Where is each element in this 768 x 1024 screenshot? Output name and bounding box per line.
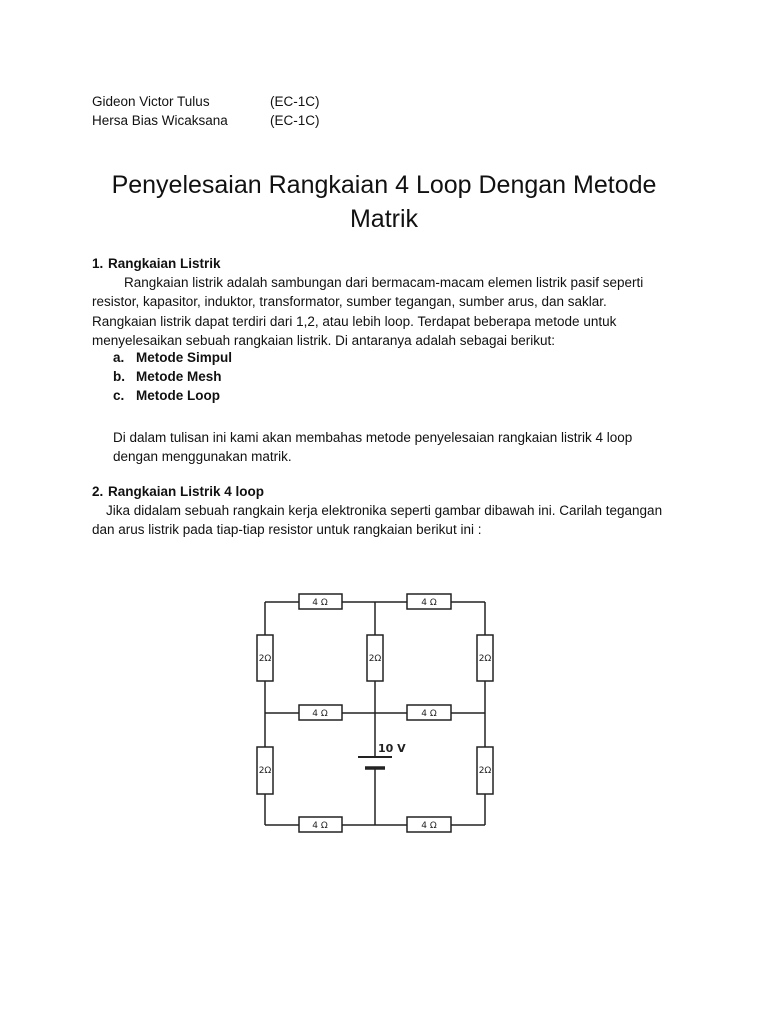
list-item-metode-simpul: Metode Simpul [136,350,233,365]
section-1-number: 1. [92,256,104,271]
label-top-right: 4 Ω [421,598,437,608]
author-class-1: (EC-1C) [270,94,320,109]
list-marker-c: c. [113,388,125,403]
section-2-line-1: Jika didalam sebuah rangkain kerja elektronika seperti gambar dibawah ini. Carilah tegangan [106,503,663,518]
voltage-source [358,757,392,768]
list-item-metode-mesh: Metode Mesh [136,369,222,384]
list-marker-b: b. [113,369,125,384]
author-class-2: (EC-1C) [270,113,320,128]
section-1-line-3: Rangkaian listrik dapat terdiri dari 1,2, atau lebih loop. Terdapat beberapa metode untuk [92,314,617,329]
label-left-upper: 2Ω [258,654,272,664]
label-center: 2Ω [368,654,382,664]
section-1-line-2: resistor, kapasitor, induktor, transformator, sumber tegangan, sumber arus, dan saklar. [92,294,607,309]
title-line-2: Matrik [349,205,419,233]
section-1-heading: Rangkaian Listrik [108,256,221,271]
label-right-lower: 2Ω [478,766,492,776]
section-2-number: 2. [92,484,104,499]
label-top-left: 4 Ω [312,598,328,608]
label-right-upper: 2Ω [478,654,492,664]
list-marker-a: a. [113,350,125,365]
section-1-line-4: menyelesaikan sebuah rangkaian listrik. Di antaranya adalah sebagai berikut: [92,333,556,348]
section-1-closing-1: Di dalam tulisan ini kami akan membahas metode penyelesaian rangkaian listrik 4 loop [113,430,633,445]
author-name-2: Hersa Bias Wicaksana [92,113,228,128]
section-1-closing-2: dengan menggunakan matrik. [113,449,292,464]
list-item-metode-loop: Metode Loop [136,388,220,403]
label-mid-right: 4 Ω [421,709,437,719]
label-voltage-source: 10 V [378,742,406,755]
label-bottom-right: 4 Ω [421,821,437,831]
author-name-1: Gideon Victor Tulus [92,94,210,109]
label-mid-left: 4 Ω [312,709,328,719]
section-2-heading: Rangkaian Listrik 4 loop [108,484,265,499]
label-bottom-left: 4 Ω [312,821,328,831]
section-1-line-1: Rangkaian listrik adalah sambungan dari bermacam-macam elemen listrik pasif seperti [124,275,644,290]
section-2-line-2: dan arus listrik pada tiap-tiap resistor untuk rangkaian berikut ini : [92,522,482,537]
label-left-lower: 2Ω [258,766,272,776]
title-line-1: Penyelesaian Rangkaian 4 Loop Dengan Metode [111,171,657,199]
